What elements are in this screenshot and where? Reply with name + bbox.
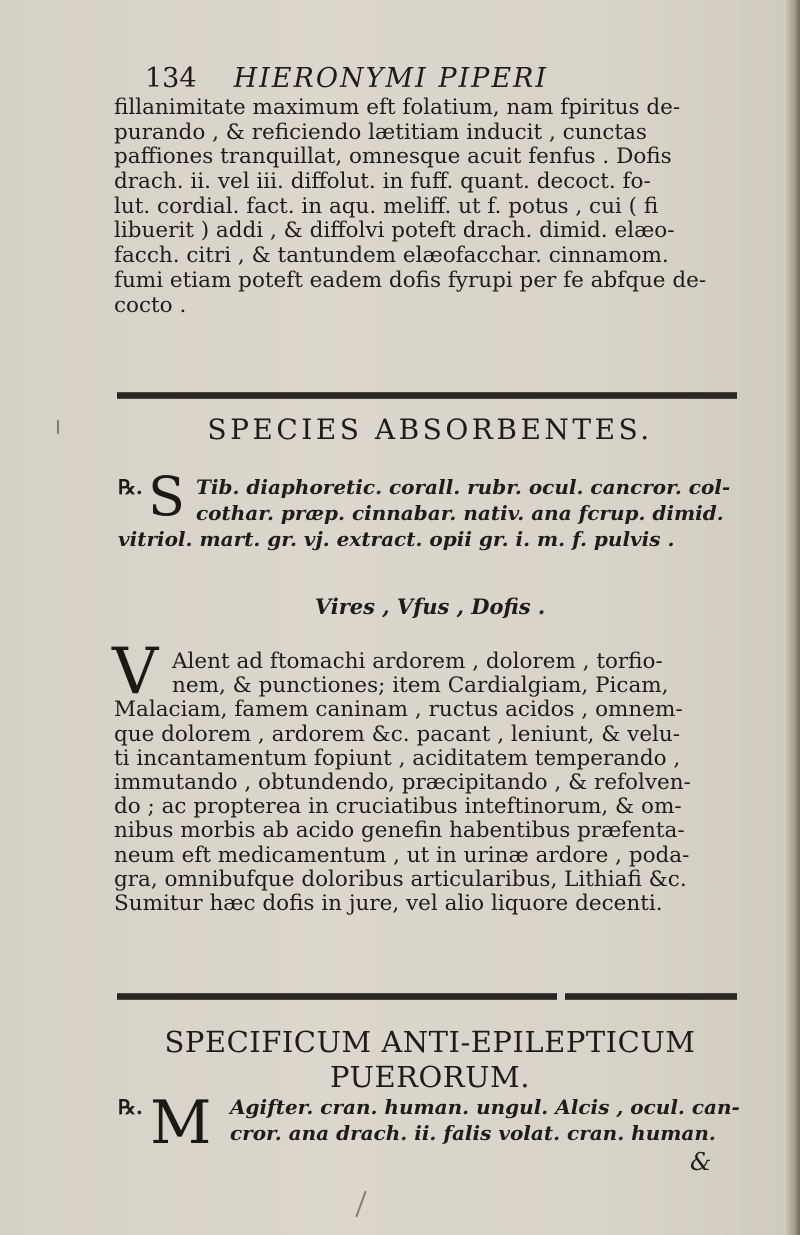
recipe-block — [118, 474, 746, 552]
recipe-symbol: ℞. — [118, 1095, 143, 1119]
text-line — [118, 474, 746, 500]
paragraph-2 — [114, 650, 746, 916]
page-edge — [786, 0, 800, 1235]
text-line: do ; ac propterea in cruciatibus inteftinorum, & om- — [114, 794, 682, 820]
recipe-text: cothar. præp. cinnabar. nativ. ana fcrup. dimid. — [196, 501, 724, 525]
text-line: immutando , obtundendo, præcipitando , & refolven- — [114, 769, 691, 795]
subheading: Vires , Vfus , Dofis . — [314, 594, 546, 619]
text-line: libuerit ) addi , & diffolvi poteft drach. dimid. elæo- — [114, 218, 675, 244]
page-number: 134 — [145, 63, 197, 94]
drop-cap: V — [112, 635, 159, 709]
recipe-symbol: ℞. — [118, 475, 143, 499]
paragraph-1 — [114, 96, 746, 318]
catchword: & — [690, 1148, 712, 1176]
section-title-continued: PUERORUM. — [330, 1060, 530, 1094]
text-line: fumi etiam poteft eadem dofis fyrupi per fe abfque de- — [114, 267, 707, 293]
text-line: lut. cordial. fact. in aqu. meliff. ut f. potus , cui ( fi — [114, 193, 659, 219]
recipe-text: Tib. diaphoretic. corall. rubr. ocul. cancror. col- — [196, 475, 731, 499]
recipe-text: Agifter. cran. human. ungul. Alcis , ocul. can- — [230, 1095, 740, 1119]
drop-cap: M — [150, 1088, 212, 1158]
text-line: facch. citri , & tantundem elæofacchar. cinnamom. — [114, 243, 669, 269]
text-line: nibus morbis ab acido genefin habentibus præfenta- — [114, 818, 685, 844]
paper-mark — [57, 420, 59, 434]
text-line — [118, 1094, 746, 1120]
text-line — [114, 650, 746, 674]
recipe-text: cror. ana drach. ii. falis volat. cran. human. — [230, 1121, 716, 1145]
text-line — [118, 1120, 746, 1146]
text-line: cocto . — [114, 292, 187, 318]
text-line — [118, 500, 746, 526]
text-line — [114, 674, 746, 698]
text-line: gra, omnibufque doloribus articularibus, Lithiafi &c. — [114, 866, 687, 892]
running-title: HIERONYMI PIPERI — [233, 63, 549, 94]
text-line: purando , & reficiendo lætitiam inducit , cunctas — [114, 119, 647, 145]
section-divider — [117, 993, 737, 1000]
text-span: Alent ad ftomachi ardorem , dolorem , torfio- — [172, 649, 663, 674]
text-span: nem, & punctiones; item Cardialgiam, Picam, — [172, 673, 669, 699]
text-line: ti incantamentum fopiunt , aciditatem temperando , — [114, 745, 681, 771]
text-line: drach. ii. vel iii. diffolut. in fuff. quant. decoct. fo- — [114, 169, 651, 195]
text-line: que dolorem , ardorem &c. pacant , leniunt, & velu- — [114, 721, 681, 747]
section-divider — [117, 392, 737, 399]
section-title: SPECIFICUM ANTI-EPILEPTICUM — [164, 1025, 696, 1059]
recipe-block — [118, 1094, 746, 1146]
text-line: Sumitur hæc dofis in jure, vel alio liquore decenti. — [114, 890, 663, 916]
text-line: neum eft medicamentum , ut in urinæ ardore , poda- — [114, 842, 690, 868]
text-line: vitriol. mart. gr. vj. extract. opii gr. i. m. f. pulvis . — [118, 527, 675, 551]
paper-mark — [355, 1191, 366, 1218]
page-header — [145, 62, 665, 96]
text-line: Malaciam, famem caninam , ructus acidos , omnem- — [114, 697, 683, 723]
drop-cap: S — [148, 465, 185, 528]
text-line: paffiones tranquillat, omnesque acuit fenfus . Dofis — [114, 144, 672, 170]
text-line: fillanimitate maximum eft folatium, nam fpiritus de- — [114, 95, 681, 120]
section-title: SPECIES ABSORBENTES. — [207, 413, 653, 446]
